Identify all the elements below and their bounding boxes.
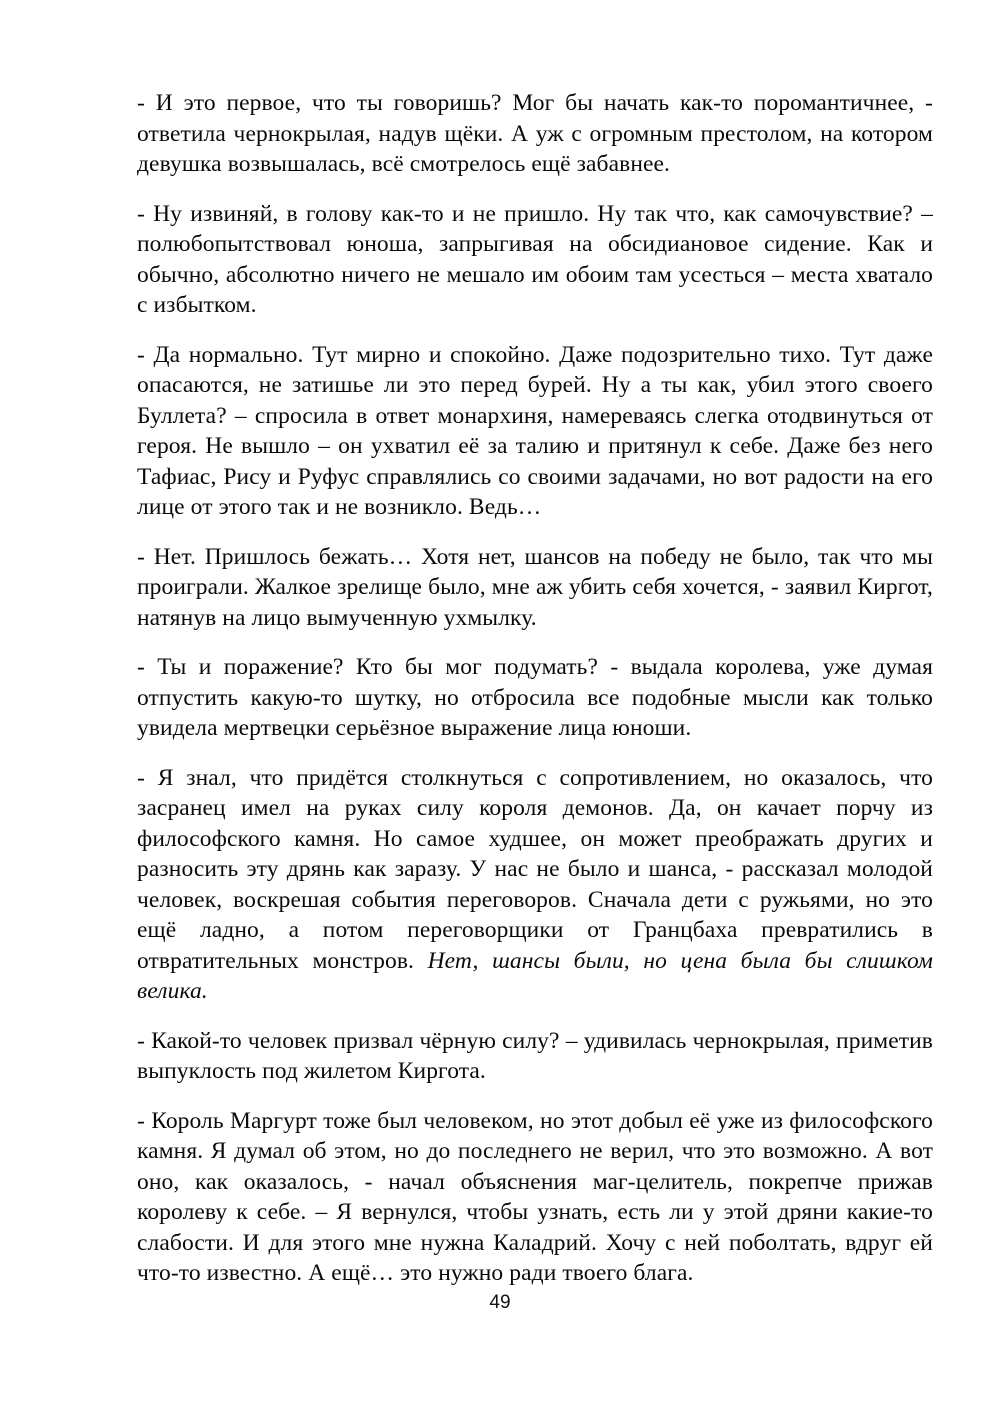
paragraph [137,1026,933,1087]
text-run: - Нет. Пришлось бежать… Хотя нет, шансов на победу не было, так что мы проиграли. Жалкое зрелище было, мне аж убить себя хочется, - заявил Киргот, натянув на лицо вымученную ухмылку. [137,543,933,631]
text-block [137,88,933,1308]
paragraph [137,199,933,321]
paragraph [137,340,933,523]
paragraph [137,652,933,744]
text-run: - Я знал, что придётся столкнуться с сопротивлением, но оказалось, что засранец имел на руках силу короля демонов. Да, он качает порчу из философского камня. Но самое худшее, он может преображать других и разносить эту дрянь как заразу. У нас не было и шанса, - рассказал молодой человек, воскрешая события переговоров. Сначала дети с ружьями, но это ещё ладно, а потом переговорщики от Гранцбаха превратились в отвратительных монстров. [137,764,933,974]
paragraph [137,763,933,1007]
text-run: - Король Маргурт тоже был человеком, но этот добыл её уже из философского камня. Я думал об этом, но до последнего не верил, что это возможно. А вот оно, как оказалось, - начал объяснения маг-целитель, покрепче прижав королеву к себе. – Я вернулся, чтобы узнать, есть ли у этой дряни какие-то слабости. И для этого мне нужна Каладрий. Хочу с ней поболтать, вдруг ей что-то известно. А ещё… это нужно ради твоего блага. [137,1107,933,1286]
paragraph [137,1106,933,1289]
text-run: - Какой-то человек призвал чёрную силу? – удивилась чернокрылая, приметив выпуклость под жилетом Киргота. [137,1027,933,1084]
paragraph [137,88,933,180]
text-run: - Ну извиняй, в голову как-то и не пришло. Ну так что, как самочувствие? – полюбопытствовал юноша, запрыгивая на обсидиановое сидение. Как и обычно, абсолютно ничего не мешало им обоим там усесться – места хватало с избытком. [137,200,933,318]
text-run: - Да нормально. Тут мирно и спокойно. Даже подозрительно тихо. Тут даже опасаются, не затишье ли это перед бурей. Ну а ты как, убил этого своего Буллета? – спросила в ответ монархиня, намереваясь слегка отодвинуться от героя. Не вышло – он ухватил её за талию и притянул к себе. Даже без него Тафиас, Рису и Руфус справлялись со своими задачами, но вот радости на его лице от этого так и не возникло. Ведь… [137,341,933,520]
page-number: 49 [489,1292,511,1313]
paragraph [137,542,933,634]
text-run: - И это первое, что ты говоришь? Мог бы начать как-то поромантичнее, - ответила чернокрылая, надув щёки. А уж с огромным престолом, на котором девушка возвышалась, всё смотрелось ещё забавнее. [137,90,933,177]
text-run: - Ты и поражение? Кто бы мог подумать? - выдала королева, уже думая отпустить какую-то шутку, но отбросила все подобные мысли как только увидела мертвецки серьёзное выражение лица юноши. [137,654,933,741]
italic-text-run: Нет, шансы были, но цена была бы слишком велика. [137,947,933,1004]
